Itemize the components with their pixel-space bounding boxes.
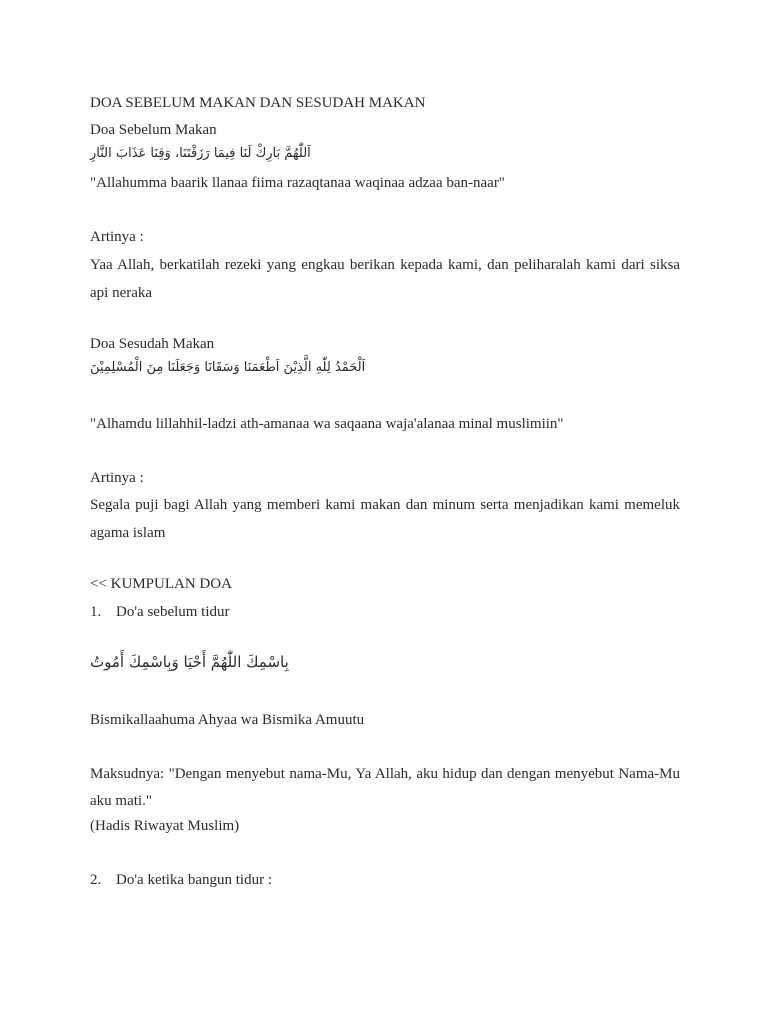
list-item-1-number: 1. bbox=[90, 604, 102, 620]
tidur-maksud-line1: Maksudnya: "Dengan menyebut nama-Mu, Ya Allah, aku hidup dan dengan menyebut Nama-Mu bbox=[90, 766, 680, 782]
tidur-source: (Hadis Riwayat Muslim) bbox=[90, 818, 240, 834]
sebelum-latin-text: "Allahumma baarik llanaa fiima razaqtanaa waqinaa adzaa ban-naar" bbox=[90, 175, 505, 191]
sebelum-heading: Doa Sebelum Makan bbox=[90, 122, 217, 138]
tidur-latin-text: Bismikallaahuma Ahyaa wa Bismika Amuutu bbox=[90, 712, 365, 728]
kumpulan-doa-heading: << KUMPULAN DOA bbox=[90, 576, 232, 592]
sebelum-artinya-label: Artinya : bbox=[90, 229, 144, 245]
list-item-2-number: 2. bbox=[90, 872, 102, 888]
tidur-maksud-line2: aku mati." bbox=[90, 793, 152, 809]
sebelum-arabic-text: اَللّٰهُمَّ بَارِكْ لَنَا فِيمَا رَزَقْتَنَا، وَقِنَا عَذَابَ النَّارِ bbox=[90, 146, 311, 161]
sesudah-artinya-line2: agama islam bbox=[90, 525, 166, 541]
list-item-2-title: Do'a ketika bangun tidur : bbox=[116, 872, 272, 888]
sesudah-artinya-line1: Segala puji bagi Allah yang memberi kami makan dan minum serta menjadikan kami memeluk bbox=[90, 497, 680, 513]
sebelum-artinya-line2: api neraka bbox=[90, 285, 153, 301]
sesudah-arabic-text: اَلْحَمْدُ لِلّٰهِ الَّذِيْنَ اَطْعَمَنَا وَسَقَانَا وَجَعَلَنَا مِنَ الْمُسْلِمِيْنَ bbox=[90, 360, 366, 375]
document-page bbox=[90, 0, 680, 1024]
sesudah-artinya-label: Artinya : bbox=[90, 470, 144, 486]
tidur-arabic-text: بِاسْمِكَ اللّٰهُمَّ أَحْيَا وَبِاسْمِكَ أَمُوتُ bbox=[90, 653, 289, 671]
list-item-1 bbox=[90, 603, 230, 621]
sebelum-artinya-line1: Yaa Allah, berkatilah rezeki yang engkau berikan kepada kami, dan peliharalah kami dari siksa bbox=[90, 257, 680, 273]
sesudah-heading: Doa Sesudah Makan bbox=[90, 336, 215, 352]
document-title: DOA SEBELUM MAKAN DAN SESUDAH MAKAN bbox=[90, 95, 426, 111]
list-item-1-title: Do'a sebelum tidur bbox=[116, 604, 230, 620]
sesudah-latin-text: "Alhamdu lillahhil-ladzi ath-amanaa wa saqaana waja'alanaa minal muslimiin" bbox=[90, 416, 564, 432]
list-item-2 bbox=[90, 871, 272, 889]
